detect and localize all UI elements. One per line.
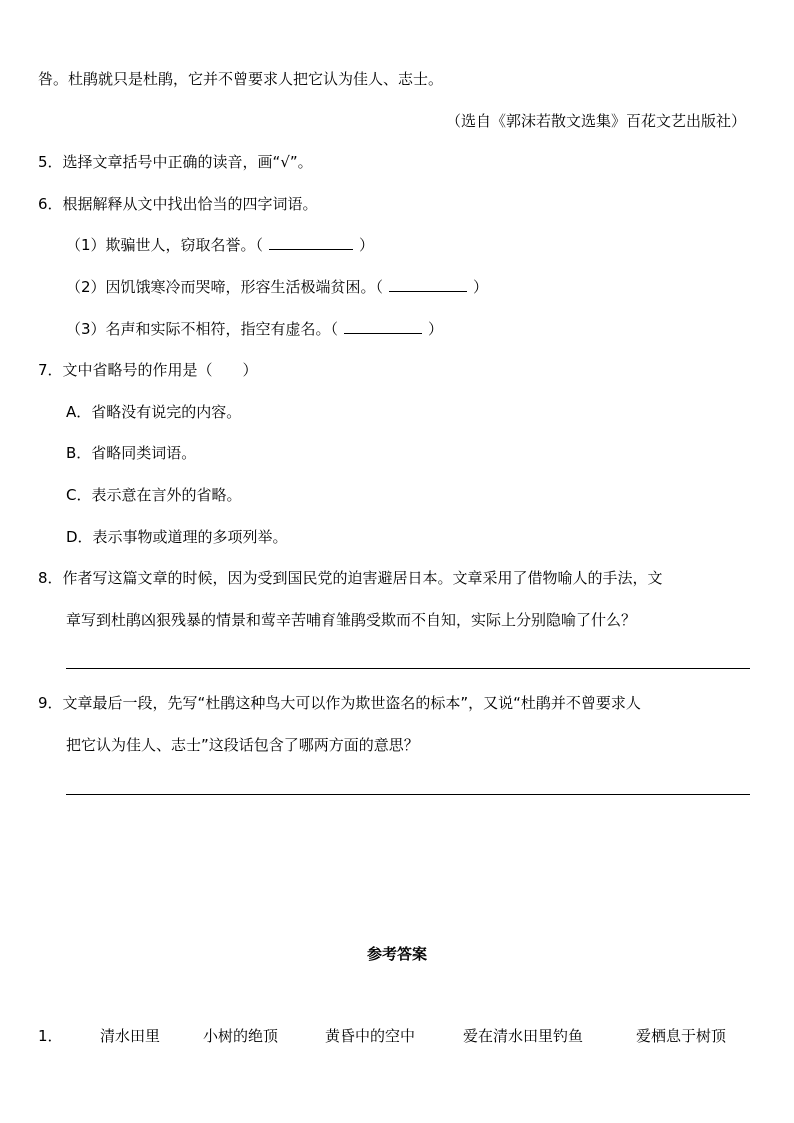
question-8-line-2: 章写到杜鹃凶狠残暴的情景和莺辛苦哺育雏鹃受欺而不自知，实际上分别隐喻了什么？ bbox=[66, 611, 637, 629]
question-7-stem: 7．文中省略号的作用是（ ） bbox=[38, 361, 258, 379]
question-6-sub-3-text: （3）名声和实际不相符，指空有虚名。（ bbox=[66, 320, 339, 338]
passage-ending: 咎。杜鹃就只是杜鹃，它并不曾要求人把它认为佳人、志士。 bbox=[38, 70, 444, 88]
question-6-sub-2 bbox=[66, 276, 488, 298]
question-6-sub-1-text: （1）欺骗世人，窃取名誉。（ bbox=[66, 236, 264, 254]
answers-title: 参考答案 bbox=[366, 945, 427, 963]
question-7-option-d[interactable]: D．表示事物或道理的多项列举。 bbox=[66, 528, 288, 546]
question-9-line-2: 把它认为佳人、志士”这段话包含了哪两方面的意思？ bbox=[66, 736, 419, 754]
answer-1-value-4: 爱在清水田里钓鱼 bbox=[463, 1027, 584, 1045]
question-6-sub-3 bbox=[66, 318, 443, 340]
question-6-sub-1 bbox=[66, 234, 374, 256]
answer-1-number: 1． bbox=[38, 1027, 63, 1045]
passage-source: （选自《郭沫若散文选集》百花文艺出版社） bbox=[445, 112, 746, 130]
question-6-sub-1-close: ） bbox=[359, 236, 375, 254]
question-7-option-a[interactable]: A．省略没有说完的内容。 bbox=[66, 403, 242, 421]
question-8-answer-line[interactable] bbox=[66, 668, 750, 669]
question-7-option-c[interactable]: C．表示意在言外的省略。 bbox=[66, 486, 242, 504]
answer-1-value-1: 清水田里 bbox=[100, 1027, 161, 1045]
question-8-line-1: 8．作者写这篇文章的时候，因为受到国民党的迫害避居日本。文章采用了借物喻人的手法，文 bbox=[38, 569, 663, 587]
answer-1-value-5: 爱栖息于树顶 bbox=[636, 1027, 727, 1045]
question-7-option-b[interactable]: B．省略同类词语。 bbox=[66, 444, 197, 462]
question-9-line-1: 9．文章最后一段，先写“杜鹃这种鸟大可以作为欺世盗名的标本”，又说“杜鹃并不曾要求人 bbox=[38, 694, 641, 712]
answer-blank-6-2[interactable] bbox=[389, 277, 467, 292]
question-6-sub-3-close: ） bbox=[428, 320, 444, 338]
question-6-sub-2-text: （2）因饥饿寒冷而哭啼，形容生活极端贫困。（ bbox=[66, 278, 384, 296]
answer-1-value-3: 黄昏中的空中 bbox=[325, 1027, 416, 1045]
answer-blank-6-3[interactable] bbox=[344, 319, 422, 334]
answer-blank-6-1[interactable] bbox=[269, 235, 353, 250]
question-5: 5．选择文章括号中正确的读音，画“√”。 bbox=[38, 153, 313, 171]
question-6-sub-2-close: ） bbox=[473, 278, 489, 296]
question-6-stem: 6．根据解释从文中找出恰当的四字词语。 bbox=[38, 195, 318, 213]
answer-1-value-2: 小树的绝顶 bbox=[203, 1027, 279, 1045]
question-9-answer-line[interactable] bbox=[66, 794, 750, 795]
